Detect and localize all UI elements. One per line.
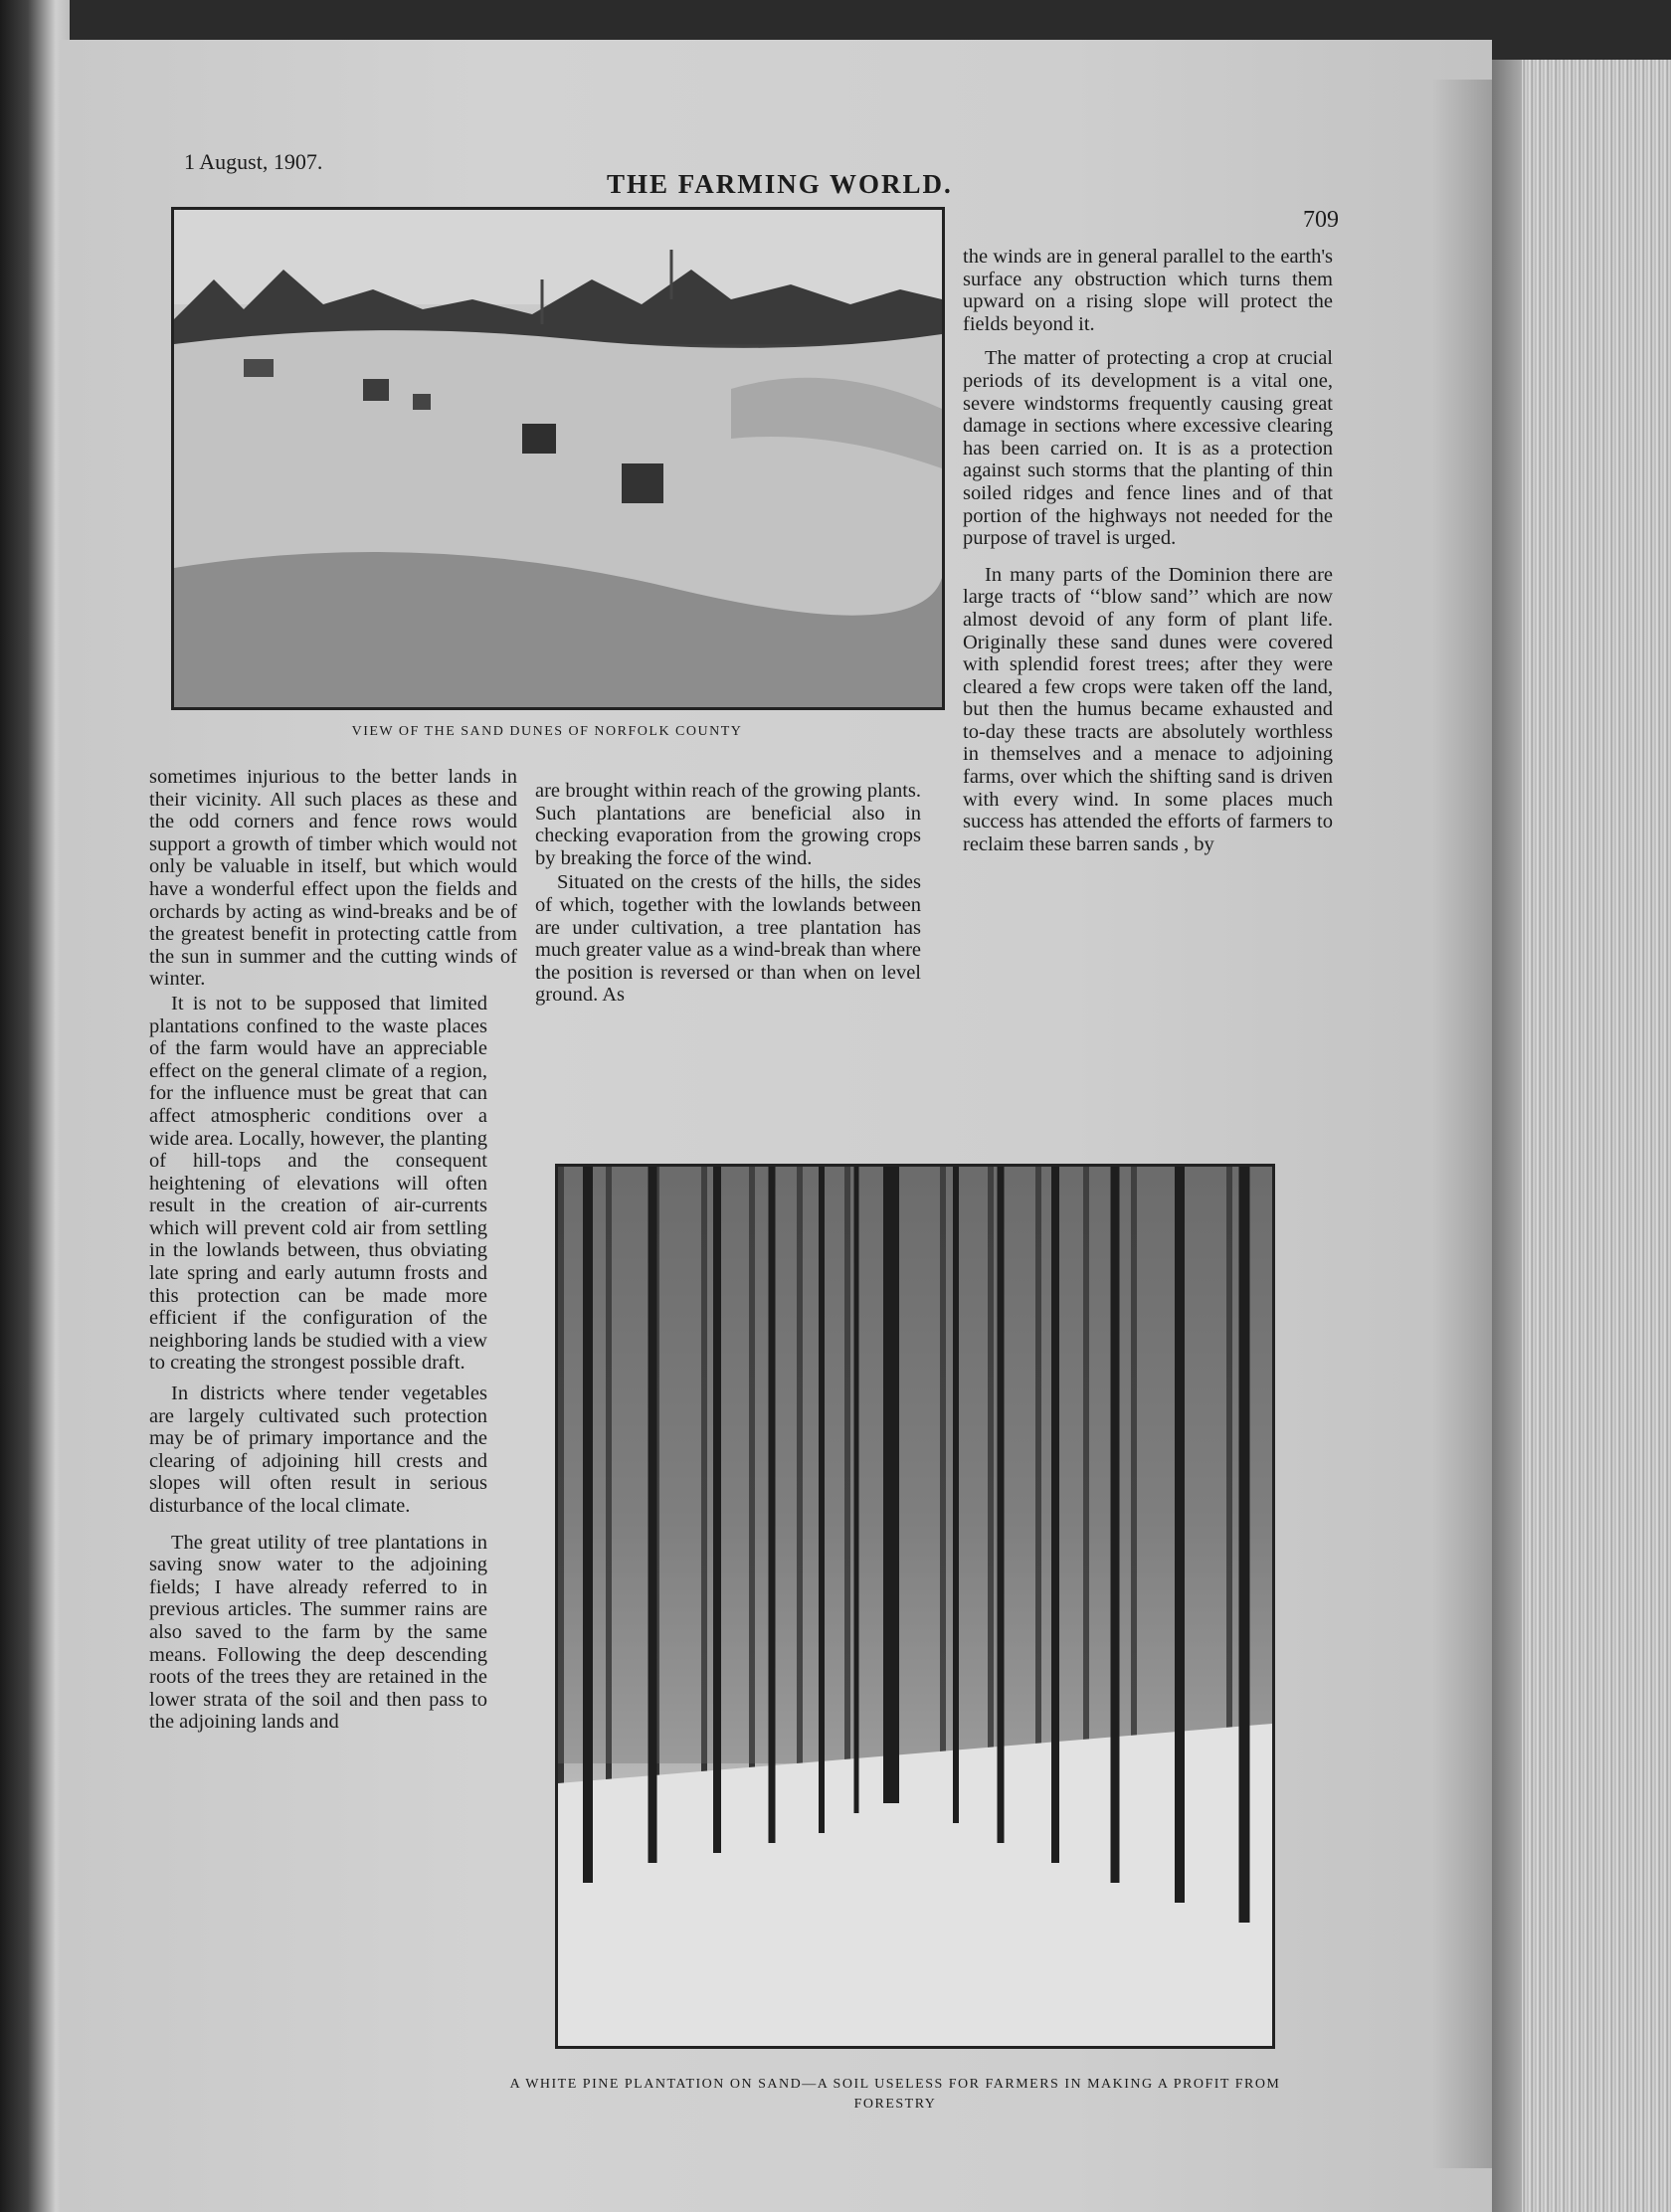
paragraph: are brought within reach of the growing plants. Such plantations are beneficial also in checking evaporation from the growing crops by breaking the force of the wind. [535,780,921,869]
pine-plantation-illustration [558,1167,1272,2046]
sand-dunes-caption: VIEW OF THE SAND DUNES OF NORFOLK COUNTY [351,724,743,739]
sand-dunes-illustration [174,210,942,707]
article-column-left [149,766,517,1734]
page-edge-stack [1492,60,1671,2212]
paragraph: The great utility of tree plantations in saving snow water to the adjoining fields; I have already referred to in previous articles. The summer rains are also saved to the farm by the same means. Following the deep descending roots of the trees they are retained in the lower strata of the soil and then pass to the adjoining lands and [149,1531,487,1734]
paragraph: sometimes injurious to the better lands in their vicinity. All such places as these and the odd corners and fence rows would support a growth of timber which would not only be valuable in itself, but which would have a wonderful effect upon the fields and orchards by acting as wind-breaks and be of the greatest benefit in protecting cattle from the sun in summer and the cutting winds of winter. [149,766,517,991]
paragraph: It is not to be supposed that limited plantations confined to the waste places of the farm would have an appreciable effect on the general climate of a region, for the influence must be great that can affect atmospheric conditions over a wide area. Locally, however, the planting of hill-tops and the consequent heightening of elevations will often result in the creation of air-currents which will prevent cold air from settling in the lowlands between, thus obviating late spring and early autumn frosts and this protection can be made more efficient if the configuration of the neighboring lands be studied with a view to creating the strongest possible draft. [149,992,487,1375]
article-column-right [963,246,1333,855]
article-column-middle [535,780,921,1007]
pine-plantation-photo [555,1164,1275,2049]
paragraph: Situated on the crests of the hills, the sides of which, together with the lowlands between are under cultivation, a tree plantation has much greater value as a wind-break than where the position is reversed or than when on level ground. As [535,871,921,1007]
paragraph: In many parts of the Dominion there are large tracts of ‘‘blow sand’’ which are now almost devoid of any form of plant life. Originally these sand dunes were covered with splendid forest trees; after they were cleared a few crops were taken off the land, but then the humus became exhausted and to-day these tracts are absolutely worthless in themselves and a menace to adjoining farms, over which the shifting sand is driven with every wind. In some places much success has attended the efforts of farmers to reclaim these barren sands , by [963,563,1333,855]
sand-dunes-photo [171,207,945,710]
pine-plantation-caption: A WHITE PINE PLANTATION ON SAND—A SOIL USELESS FOR FARMERS IN MAKING A PROFIT FROM FORESTRY [509,2077,1281,2112]
paragraph: the winds are in general parallel to the earth's surface any obstruction which turns them upward on a rising slope will protect the fields beyond it. [963,246,1333,335]
issue-date: 1 August, 1907. [184,149,323,174]
page-number: 709 [1303,207,1339,233]
paragraph: In districts where tender vegetables are largely cultivated such protection may be of primary importance and the clearing of adjoining hill crests and slopes will often result in serious disturbance of the local climate. [149,1382,487,1517]
paragraph: The matter of protecting a crop at crucial periods of its development is a vital one, severe windstorms frequently causing great damage in sections where excessive clearing has been carried on. It is as a protection against such storms that the planting of thin soiled ridges and fence lines and of that portion of the highways not needed for the purpose of travel is urged. [963,347,1333,550]
publication-title: THE FARMING WORLD. [607,169,953,199]
